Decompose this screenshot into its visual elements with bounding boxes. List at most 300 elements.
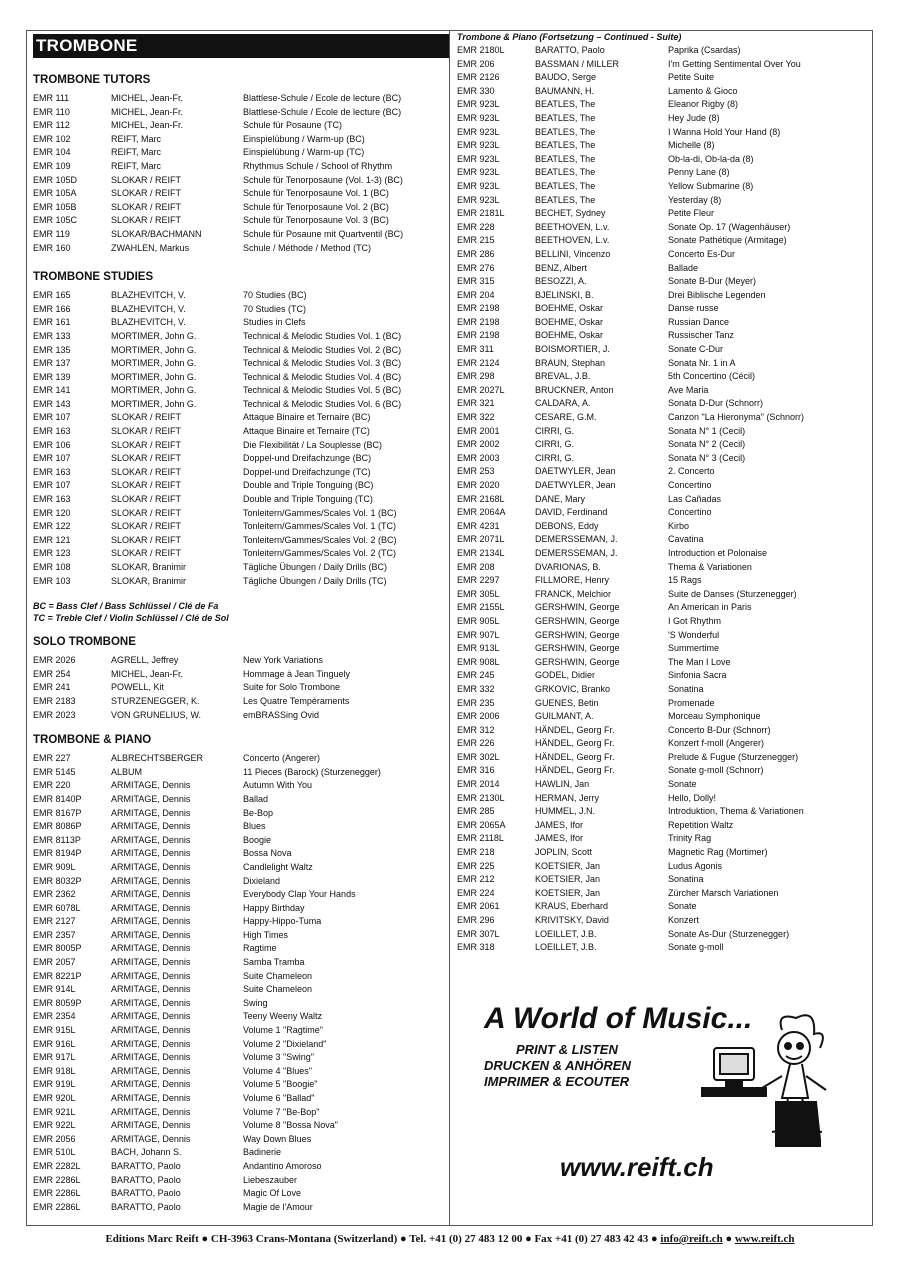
composer-name: REIFT, Marc xyxy=(111,147,162,158)
catalog-number: EMR 2127 xyxy=(33,916,76,927)
work-title: Tonleitern/Gammes/Scales Vol. 2 (BC) xyxy=(243,534,397,545)
catalog-number: EMR 2061 xyxy=(457,901,500,912)
catalog-number: EMR 2027L xyxy=(457,384,505,395)
work-title: I'm Getting Sentimental Over You xyxy=(668,58,801,69)
catalog-row xyxy=(457,751,867,765)
catalog-row xyxy=(457,234,867,248)
catalog-row xyxy=(33,997,443,1011)
work-title: Autumn With You xyxy=(243,780,313,791)
catalog-number: EMR 161 xyxy=(33,317,71,328)
catalog-row xyxy=(33,561,443,575)
work-title: Doppel-und Dreifachzunge (BC) xyxy=(243,453,372,464)
catalog-row xyxy=(457,588,867,602)
catalog-row xyxy=(457,629,867,643)
catalog-number: EMR 923L xyxy=(457,153,500,164)
composer-name: BARATTO, Paolo xyxy=(111,1174,181,1185)
composer-name: SLOKAR / REIFT xyxy=(111,466,182,477)
catalog-number: EMR 163 xyxy=(33,426,71,437)
composer-name: BARATTO, Paolo xyxy=(535,45,605,55)
work-title: Volume 1 "Ragtime" xyxy=(243,1025,323,1036)
catalog-row xyxy=(33,1174,443,1188)
ad-url[interactable]: www.reift.ch xyxy=(560,1152,714,1182)
work-title: Dixieland xyxy=(243,875,281,886)
work-title: Tonleitern/Gammes/Scales Vol. 1 (TC) xyxy=(243,521,397,532)
composer-name: BEETHOVEN, L.v. xyxy=(535,235,610,246)
section-title-solo: SOLO TROMBONE xyxy=(33,636,136,649)
composer-name: REIFT, Marc xyxy=(111,160,162,171)
catalog-row xyxy=(457,669,867,683)
catalog-row xyxy=(33,793,443,807)
composer-name: LOEILLET, J.B. xyxy=(535,928,597,939)
composer-name: ARMITAGE, Dennis xyxy=(111,1093,191,1103)
catalog-number: EMR 133 xyxy=(33,330,71,341)
catalog-row xyxy=(33,970,443,984)
catalog-row xyxy=(33,847,443,861)
work-title: Blattlese-Schule / Ecole de lecture (BC) xyxy=(243,106,402,117)
work-title: Boogie xyxy=(243,834,272,845)
catalog-row xyxy=(457,873,867,887)
left-column xyxy=(33,30,443,1214)
work-title: Sonata Nr. 1 in A xyxy=(668,357,736,368)
catalog-row xyxy=(457,370,867,384)
catalog-number: EMR 103 xyxy=(33,575,71,586)
catalog-number: EMR 253 xyxy=(457,466,495,477)
catalog-number: EMR 105B xyxy=(33,201,77,212)
composer-name: HÄNDEL, Georg Fr. xyxy=(535,738,615,749)
catalog-row xyxy=(33,1051,443,1065)
composer-name: MORTIMER, John G. xyxy=(111,358,197,369)
catalog-row xyxy=(457,941,867,955)
catalog-number: EMR 123 xyxy=(33,548,71,559)
catalog-row xyxy=(457,166,867,180)
work-title: Eleanor Rigby (8) xyxy=(668,99,739,110)
catalog-row xyxy=(457,506,867,520)
work-title: Canzon "La Hieronyma" (Schnorr) xyxy=(668,412,804,423)
composer-name: SLOKAR, Branimir xyxy=(111,562,187,572)
composer-name: ARMITAGE, Dennis xyxy=(111,1079,191,1090)
work-title: Schule für Posaune (TC) xyxy=(243,120,343,131)
catalog-number: EMR 141 xyxy=(33,385,71,396)
catalog-row xyxy=(33,681,443,695)
work-title: Tonleitern/Gammes/Scales Vol. 1 (BC) xyxy=(243,507,397,518)
work-title: Yesterday (8) xyxy=(668,194,722,205)
work-title: 'S Wonderful xyxy=(668,629,720,640)
catalog-number: EMR 2286L xyxy=(33,1201,81,1212)
composer-name: CALDARA, A. xyxy=(535,398,591,409)
work-title: Technical & Melodic Studies Vol. 6 (BC) xyxy=(243,398,402,409)
composer-name: BESOZZI, A. xyxy=(535,276,587,287)
catalog-row xyxy=(33,929,443,943)
catalog-row xyxy=(457,139,867,153)
catalog-number: EMR 8005P xyxy=(33,943,82,954)
catalog-row xyxy=(33,92,443,106)
composer-name: GUENES, Betin xyxy=(535,697,599,708)
catalog-row xyxy=(457,914,867,928)
catalog-number: EMR 105C xyxy=(33,215,78,226)
work-title: Double and Triple Tonguing (TC) xyxy=(243,494,373,505)
catalog-number: EMR 2056 xyxy=(33,1133,76,1144)
catalog-row xyxy=(457,262,867,276)
catalog-number: EMR 2362 xyxy=(33,889,76,900)
composer-name: JOPLIN, Scott xyxy=(535,847,593,858)
work-title: Volume 2 "Dixieland" xyxy=(243,1038,327,1049)
composer-name: ARMITAGE, Dennis xyxy=(111,807,191,818)
catalog-number: EMR 921L xyxy=(33,1106,76,1117)
catalog-number: EMR 160 xyxy=(33,242,71,253)
work-title: Liebeszauber xyxy=(243,1174,298,1185)
work-title: Technical & Melodic Studies Vol. 1 (BC) xyxy=(243,330,402,341)
catalog-number: EMR 286 xyxy=(457,248,495,259)
ad-line-3: IMPRIMER & ECOUTER xyxy=(484,1074,630,1089)
composer-name: DAETWYLER, Jean xyxy=(535,480,616,490)
composer-name: GERSHWIN, George xyxy=(535,602,620,613)
composer-name: ARMITAGE, Dennis xyxy=(111,889,191,900)
work-title: Blues xyxy=(243,821,266,832)
composer-name: HÄNDEL, Georg Fr. xyxy=(535,751,615,762)
composer-name: POWELL, Kit xyxy=(111,682,165,693)
work-title: Danse russe xyxy=(668,303,719,314)
catalog-number: EMR 2357 xyxy=(33,929,76,940)
work-title: Technical & Melodic Studies Vol. 3 (BC) xyxy=(243,358,402,369)
work-title: Volume 3 "Swing" xyxy=(243,1052,314,1063)
catalog-row xyxy=(33,915,443,929)
work-title: Ragtime xyxy=(243,943,277,954)
catalog-number: EMR 105A xyxy=(33,188,77,199)
world-of-music-ad xyxy=(476,990,854,1190)
catalog-number: EMR 510L xyxy=(33,1147,76,1158)
composer-name: DVARIONAS, B. xyxy=(535,561,601,572)
work-title: New York Variations xyxy=(243,655,323,666)
catalog-number: EMR 137 xyxy=(33,358,71,369)
catalog-row xyxy=(33,228,443,242)
catalog-number: EMR 920L xyxy=(33,1093,76,1103)
catalog-row xyxy=(33,1078,443,1092)
composer-name: BACH, Johann S. xyxy=(111,1147,182,1158)
composer-name: DAETWYLER, Jean xyxy=(535,466,616,477)
composer-name: GERSHWIN, George xyxy=(535,629,620,640)
catalog-row xyxy=(457,547,867,561)
catalog-number: EMR 226 xyxy=(457,738,495,749)
catalog-number: EMR 923L xyxy=(457,180,500,191)
composer-name: MICHEL, Jean-Fr. xyxy=(111,106,184,117)
catalog-row xyxy=(457,44,867,58)
catalog-row xyxy=(33,344,443,358)
catalog-number: EMR 107 xyxy=(33,453,71,464)
work-title: Sonate Pathétique (Armitage) xyxy=(668,235,787,246)
catalog-row xyxy=(457,656,867,670)
page-title: TROMBONE xyxy=(33,34,449,58)
catalog-row xyxy=(457,819,867,833)
catalog-number: EMR 298 xyxy=(457,371,495,382)
catalog-number: EMR 204 xyxy=(457,289,495,300)
work-title: Sonate Op. 17 (Wagenhäuser) xyxy=(668,221,791,232)
catalog-number: EMR 321 xyxy=(457,398,495,409)
work-title: Einspielübung / Warm-up (BC) xyxy=(243,133,365,144)
work-title: Happy Birthday xyxy=(243,902,305,913)
catalog-number: EMR 119 xyxy=(33,228,70,239)
catalog-number: EMR 2354 xyxy=(33,1011,76,1022)
composer-name: SLOKAR / REIFT xyxy=(111,548,182,559)
work-title: Way Down Blues xyxy=(243,1133,312,1144)
work-title: Sonatina xyxy=(668,683,704,694)
catalog-row xyxy=(33,439,443,453)
catalog-row xyxy=(457,724,867,738)
catalog-number: EMR 8167P xyxy=(33,807,82,818)
composer-name: MORTIMER, John G. xyxy=(111,330,197,341)
catalog-row xyxy=(33,146,443,160)
catalog-number: EMR 112 xyxy=(33,120,70,131)
composer-name: ARMITAGE, Dennis xyxy=(111,1025,191,1036)
catalog-number: EMR 908L xyxy=(457,656,500,667)
work-title: Sonate C-Dur xyxy=(668,344,724,355)
composer-name: MICHEL, Jean-Fr. xyxy=(111,93,184,103)
catalog-row xyxy=(33,1133,443,1147)
catalog-number: EMR 6078L xyxy=(33,902,81,913)
composer-name: SLOKAR / REIFT xyxy=(111,201,182,212)
composer-name: BAUMANN, H. xyxy=(535,85,595,96)
catalog-row xyxy=(33,357,443,371)
catalog-number: EMR 121 xyxy=(33,534,71,545)
section-title-piano: TROMBONE & PIANO xyxy=(33,734,152,747)
work-title: 5th Concertino (Cécil) xyxy=(668,371,756,382)
work-title: Doppel-und Dreifachzunge (TC) xyxy=(243,466,371,477)
catalog-row xyxy=(457,737,867,751)
catalog-number: EMR 212 xyxy=(457,874,495,885)
catalog-number: EMR 108 xyxy=(33,562,71,572)
catalog-row xyxy=(457,194,867,208)
catalog-row xyxy=(457,126,867,140)
catalog-number: EMR 218 xyxy=(457,847,495,858)
catalog-number: EMR 2006 xyxy=(457,711,500,722)
composer-name: SLOKAR / REIFT xyxy=(111,215,182,226)
work-title: Sonata N° 3 (Cecil) xyxy=(668,452,746,463)
work-title: Suite Chameleon xyxy=(243,970,313,981)
work-title: Zürcher Marsch Variationen xyxy=(668,887,779,898)
catalog-row xyxy=(33,752,443,766)
catalog-number: EMR 2198 xyxy=(457,316,500,327)
work-title: Volume 6 "Ballad" xyxy=(243,1093,315,1103)
composer-name: REIFT, Marc xyxy=(111,133,162,144)
footer-email-link[interactable]: info@reift.ch xyxy=(660,1233,723,1245)
catalog-row xyxy=(33,779,443,793)
work-title: Penny Lane (8) xyxy=(668,167,730,178)
catalog-row xyxy=(33,668,443,682)
catalog-number: EMR 208 xyxy=(457,561,495,572)
catalog-number: EMR 2134L xyxy=(457,547,505,558)
composer-name: SLOKAR / REIFT xyxy=(111,494,182,505)
catalog-number: EMR 8221P xyxy=(33,970,82,981)
composer-name: BARATTO, Paolo xyxy=(111,1188,181,1199)
composer-name: ARMITAGE, Dennis xyxy=(111,1011,191,1022)
work-title: Everybody Clap Your Hands xyxy=(243,889,356,900)
work-title: Petite Suite xyxy=(668,72,715,83)
catalog-row xyxy=(33,425,443,439)
composer-name: MICHEL, Jean-Fr. xyxy=(111,120,184,131)
composer-name: ARMITAGE, Dennis xyxy=(111,916,191,927)
catalog-number: EMR 225 xyxy=(457,860,495,871)
work-title: Die Flexibilität / La Souplesse (BC) xyxy=(243,439,383,450)
composer-name: ZWAHLEN, Markus xyxy=(111,242,190,253)
composer-name: SLOKAR, Branimir xyxy=(111,575,187,586)
catalog-row xyxy=(33,214,443,228)
work-title: Hey Jude (8) xyxy=(668,112,720,123)
composer-name: KRAUS, Eberhard xyxy=(535,901,609,912)
catalog-number: EMR 165 xyxy=(33,290,71,301)
composer-name: SLOKAR / REIFT xyxy=(111,426,182,437)
continued-title: Trombone & Piano (Fortsetzung – Continued - Suite) xyxy=(457,32,682,42)
composer-name: SLOKAR / REIFT xyxy=(111,188,182,199)
catalog-number: EMR 296 xyxy=(457,915,495,925)
catalog-row xyxy=(33,371,443,385)
work-title: Hommage à Jean Tinguely xyxy=(243,668,351,679)
work-title: Volume 5 "Boogie" xyxy=(243,1079,318,1090)
composer-name: ARMITAGE, Dennis xyxy=(111,1065,191,1076)
catalog-number: EMR 2065A xyxy=(457,819,506,830)
catalog-number: EMR 107 xyxy=(33,412,71,423)
catalog-row xyxy=(33,119,443,133)
composer-name: ARMITAGE, Dennis xyxy=(111,834,191,845)
catalog-number: EMR 914L xyxy=(33,984,76,995)
catalog-row xyxy=(33,534,443,548)
work-title: Technical & Melodic Studies Vol. 4 (BC) xyxy=(243,371,402,382)
catalog-row xyxy=(457,153,867,167)
work-title: Concertino xyxy=(668,480,712,490)
catalog-row xyxy=(457,479,867,493)
composer-name: MICHEL, Jean-Fr. xyxy=(111,668,184,679)
work-title: Thema & Variationen xyxy=(668,561,752,572)
catalog-number: EMR 2001 xyxy=(457,425,500,436)
section-title-tutors: TROMBONE TUTORS xyxy=(33,74,151,86)
work-title: Attaque Binaire et Ternaire (BC) xyxy=(243,412,371,423)
catalog-row xyxy=(457,533,867,547)
catalog-row xyxy=(33,695,443,709)
work-title: Andantino Amoroso xyxy=(243,1160,322,1171)
catalog-row xyxy=(457,601,867,615)
catalog-row xyxy=(457,465,867,479)
catalog-row xyxy=(457,792,867,806)
work-title: Suite Chameleon xyxy=(243,984,313,995)
catalog-row xyxy=(33,575,443,589)
composer-name: BLAZHEVITCH, V. xyxy=(111,303,186,314)
composer-name: ALBRECHTSBERGER xyxy=(111,753,204,764)
catalog-number: EMR 316 xyxy=(457,765,495,776)
catalog-row xyxy=(457,58,867,72)
catalog-row xyxy=(33,654,443,668)
composer-name: ARMITAGE, Dennis xyxy=(111,943,191,954)
composer-name: HÄNDEL, Georg Fr. xyxy=(535,765,615,776)
work-title: Schule für Posaune mit Quartventil (BC) xyxy=(243,228,404,239)
work-title: High Times xyxy=(243,929,289,940)
catalog-number: EMR 332 xyxy=(457,683,495,694)
footer-website-link[interactable]: www.reift.ch xyxy=(734,1233,795,1245)
work-title: Lamento & Gioco xyxy=(668,85,738,96)
catalog-number: EMR 2198 xyxy=(457,330,500,341)
catalog-number: EMR 923L xyxy=(457,140,500,151)
work-title: Sonata N° 2 (Cecil) xyxy=(668,439,746,450)
composer-name: ARMITAGE, Dennis xyxy=(111,1133,191,1144)
catalog-number: EMR 919L xyxy=(33,1079,76,1090)
catalog-row xyxy=(33,452,443,466)
work-title: Tägliche Übungen / Daily Drills (TC) xyxy=(243,575,387,586)
work-title: Concerto (Angerer) xyxy=(243,753,321,764)
work-title: Sonate g-moll (Schnorr) xyxy=(668,765,764,776)
catalog-row xyxy=(457,805,867,819)
work-title: 11 Pieces (Barock) (Sturzenegger) xyxy=(243,766,381,777)
work-title: Concerto Es-Dur xyxy=(668,248,736,259)
catalog-row xyxy=(457,343,867,357)
catalog-row xyxy=(33,242,443,256)
catalog-number: EMR 907L xyxy=(457,629,500,640)
composer-name: BOEHME, Oskar xyxy=(535,303,604,314)
composer-name: ARMITAGE, Dennis xyxy=(111,821,191,832)
catalog-row xyxy=(33,1146,443,1160)
work-title: The Man I Love xyxy=(668,656,731,667)
catalog-row xyxy=(33,902,443,916)
catalog-row xyxy=(457,207,867,221)
catalog-number: EMR 8113P xyxy=(33,834,81,845)
work-title: Schule für Tenorposaune (Vol. 1-3) (BC) xyxy=(243,174,403,185)
composer-name: SLOKAR / REIFT xyxy=(111,507,182,518)
catalog-number: EMR 909L xyxy=(33,861,76,872)
catalog-number: EMR 917L xyxy=(33,1052,76,1063)
composer-name: CIRRI, G. xyxy=(535,452,575,463)
catalog-number: EMR 235 xyxy=(457,697,495,708)
catalog-row xyxy=(33,411,443,425)
catalog-row xyxy=(33,807,443,821)
catalog-number: EMR 307L xyxy=(457,928,500,939)
composer-name: BEATLES, The xyxy=(535,153,596,164)
work-title: Concerto B-Dur (Schnorr) xyxy=(668,724,771,735)
work-title: Magie de l'Amour xyxy=(243,1201,313,1212)
catalog-number: EMR 254 xyxy=(33,668,71,679)
note-bc: BC = Bass Clef / Bass Schlüssel / Clé de Fa xyxy=(33,601,219,612)
catalog-number: EMR 922L xyxy=(33,1120,76,1131)
catalog-row xyxy=(457,452,867,466)
catalog-row xyxy=(457,316,867,330)
catalog-row xyxy=(33,289,443,303)
catalog-number: EMR 139 xyxy=(33,371,71,382)
work-title: Sonate g-moll xyxy=(668,942,724,953)
catalog-number: EMR 305L xyxy=(457,588,500,599)
catalog-row xyxy=(457,710,867,724)
clef-notes xyxy=(33,600,443,624)
composer-name: VON GRUNELIUS, W. xyxy=(111,709,202,720)
catalog-number: EMR 228 xyxy=(457,221,495,232)
composer-name: SLOKAR / REIFT xyxy=(111,412,182,423)
catalog-row xyxy=(457,832,867,846)
catalog-number: EMR 2118L xyxy=(457,833,504,844)
composer-name: KOETSIER, Jan xyxy=(535,887,601,898)
catalog-number: EMR 2026 xyxy=(33,655,76,666)
composer-name: BOISMORTIER, J. xyxy=(535,344,610,355)
piano-continued-list xyxy=(457,44,867,955)
work-title: Swing xyxy=(243,997,268,1008)
catalog-row xyxy=(33,384,443,398)
catalog-row xyxy=(33,1065,443,1079)
ad-headline: A World of Music... xyxy=(484,1002,753,1035)
work-title: emBRASSing Ovid xyxy=(243,709,320,720)
catalog-row xyxy=(33,187,443,201)
catalog-number: EMR 2124 xyxy=(457,357,500,368)
catalog-row xyxy=(33,106,443,120)
composer-name: KOETSIER, Jan xyxy=(535,874,601,885)
catalog-number: EMR 2057 xyxy=(33,957,76,968)
composer-name: ARMITAGE, Dennis xyxy=(111,997,191,1008)
footer-separator: ● xyxy=(725,1233,733,1245)
catalog-row xyxy=(33,709,443,723)
work-title: Be-Bop xyxy=(243,807,274,818)
composer-name: BEATLES, The xyxy=(535,167,596,178)
